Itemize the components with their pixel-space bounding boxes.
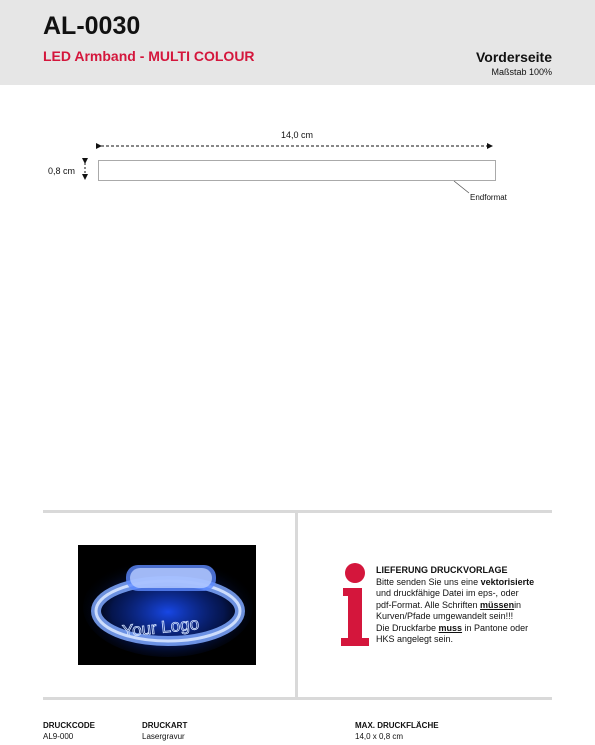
info-title: LIEFERUNG DRUCKVORLAGE — [376, 565, 508, 575]
info-text: Bitte senden Sie uns eine vektorisierte und druckfähige Datei im eps-, oder pdf-Format. Alle Schriften müssenin Kurven/Pfade umgewandelt sein!!! Die Druckfarbe muss in Pantone oder HKS angelegt sein. — [376, 577, 535, 645]
druckart-value: Lasergravur — [142, 732, 185, 741]
logo-engraving-text: Your Logo — [121, 614, 200, 641]
height-label: 0,8 cm — [48, 166, 76, 176]
druckart-label: DRUCKART — [142, 721, 188, 730]
print-area-outline — [99, 161, 496, 181]
druckflaeche-label: MAX. DRUCKFLÄCHE — [355, 721, 439, 730]
article-code: AL-0030 — [43, 12, 141, 40]
scale-label: Maßstab 100% — [491, 67, 552, 77]
panel-middle-divider — [295, 513, 298, 698]
info-icon — [338, 562, 372, 648]
side-label: Vorderseite — [476, 49, 552, 65]
panel-bottom-divider — [43, 697, 552, 700]
product-photo — [78, 545, 256, 665]
druckcode-label: DRUCKCODE — [43, 721, 95, 730]
endformat-leader-line — [454, 181, 469, 193]
product-name: LED Armband - MULTI COLOUR — [43, 48, 255, 64]
druckflaeche-value: 14,0 x 0,8 cm — [355, 732, 404, 741]
druckcode-value: AL9-000 — [43, 732, 74, 741]
width-label: 14,0 cm — [280, 130, 313, 140]
endformat-label: Endformat — [470, 193, 507, 202]
